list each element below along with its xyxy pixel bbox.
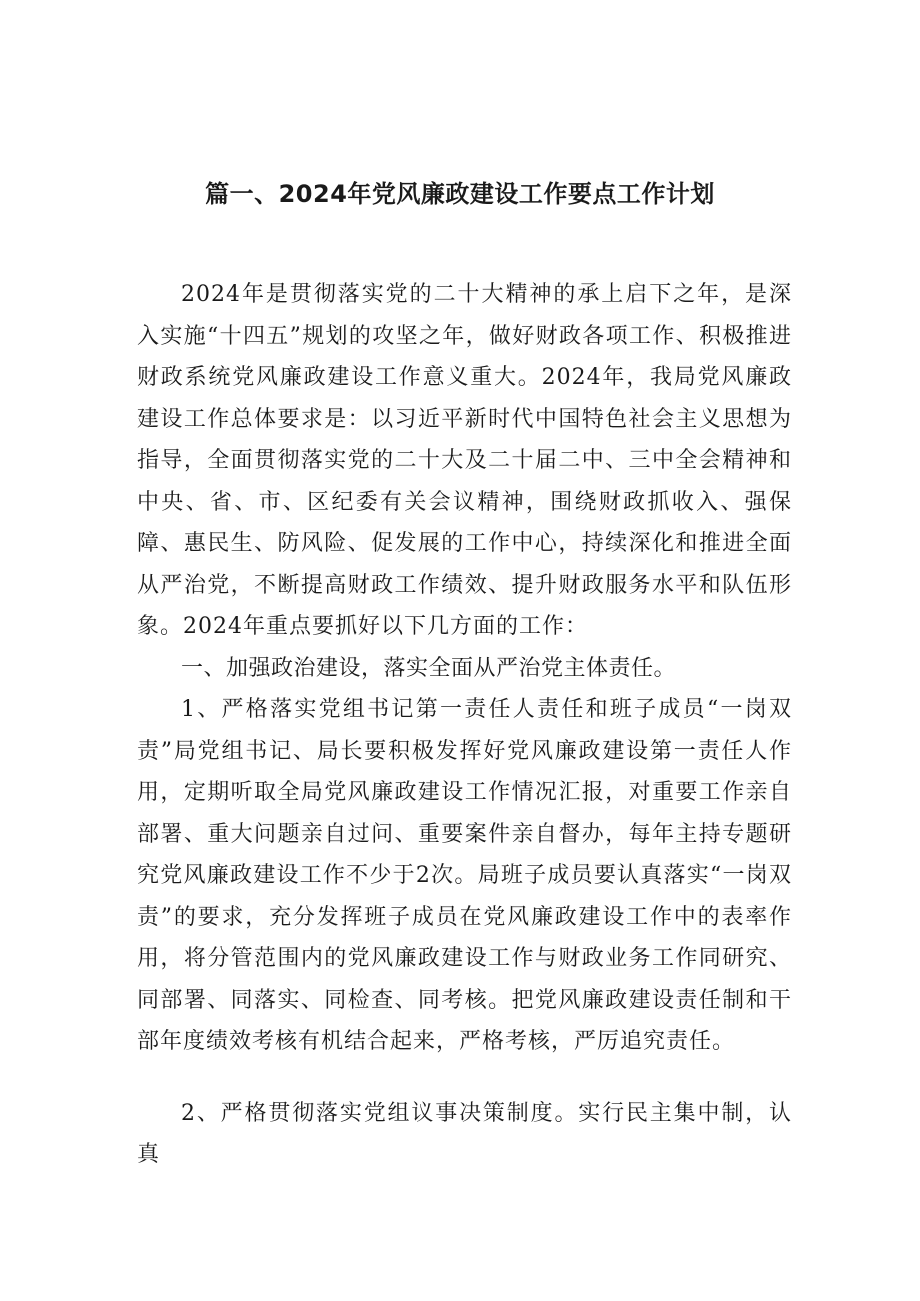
document-title: 篇一、2024年党风廉政建设工作要点工作计划 bbox=[205, 180, 715, 208]
document-body bbox=[137, 274, 792, 1176]
item-1-paragraph: 1、严格落实党组书记第一责任人责任和班子成员“一岗双责”局党组书记、局长要积极发挥好党风廉政建设第一责任人作用，定期听取全局党风廉政建设工作情况汇报，对重要工作亲自部署、重大问题亲自过问、重要案件亲自督办，每年主持专题研究党风廉政建设工作不少于2次。局班子成员要认真落实“一岗双责”的要求，充分发挥班子成员在党风廉政建设工作中的表率作用，将分管范围内的党风廉政建设工作与财政业务工作同研究、同部署、同落实、同检查、同考核。把党风廉政建设责任制和干部年度绩效考核有机结合起来，严格考核，严厉追究责任。 bbox=[137, 697, 792, 1054]
item-2-paragraph: 2、严格贯彻落实党组议事决策制度。实行民主集中制，认真 bbox=[137, 1100, 792, 1167]
intro-paragraph: 2024年是贯彻落实党的二十大精神的承上启下之年，是深入实施“十四五”规划的攻坚之年，做好财政各项工作、积极推进财政系统党风廉政建设工作意义重大。2024年，我局党风廉政建设工作总体要求是：以习近平新时代中国特色社会主义思想为指导，全面贯彻落实党的二十大及二十届二中、三中全会精神和中央、省、市、区纪委有关会议精神，围绕财政抓收入、强保障、惠民生、防风险、促发展的工作中心，持续深化和推进全面从严治党，不断提高财政工作绩效、提升财政服务水平和队伍形象。2024年重点要抓好以下几方面的工作： bbox=[137, 282, 792, 639]
section-heading: 一、加强政治建设，落实全面从严治党主体责任。 bbox=[181, 655, 677, 681]
paragraph-spacer bbox=[137, 1063, 792, 1093]
